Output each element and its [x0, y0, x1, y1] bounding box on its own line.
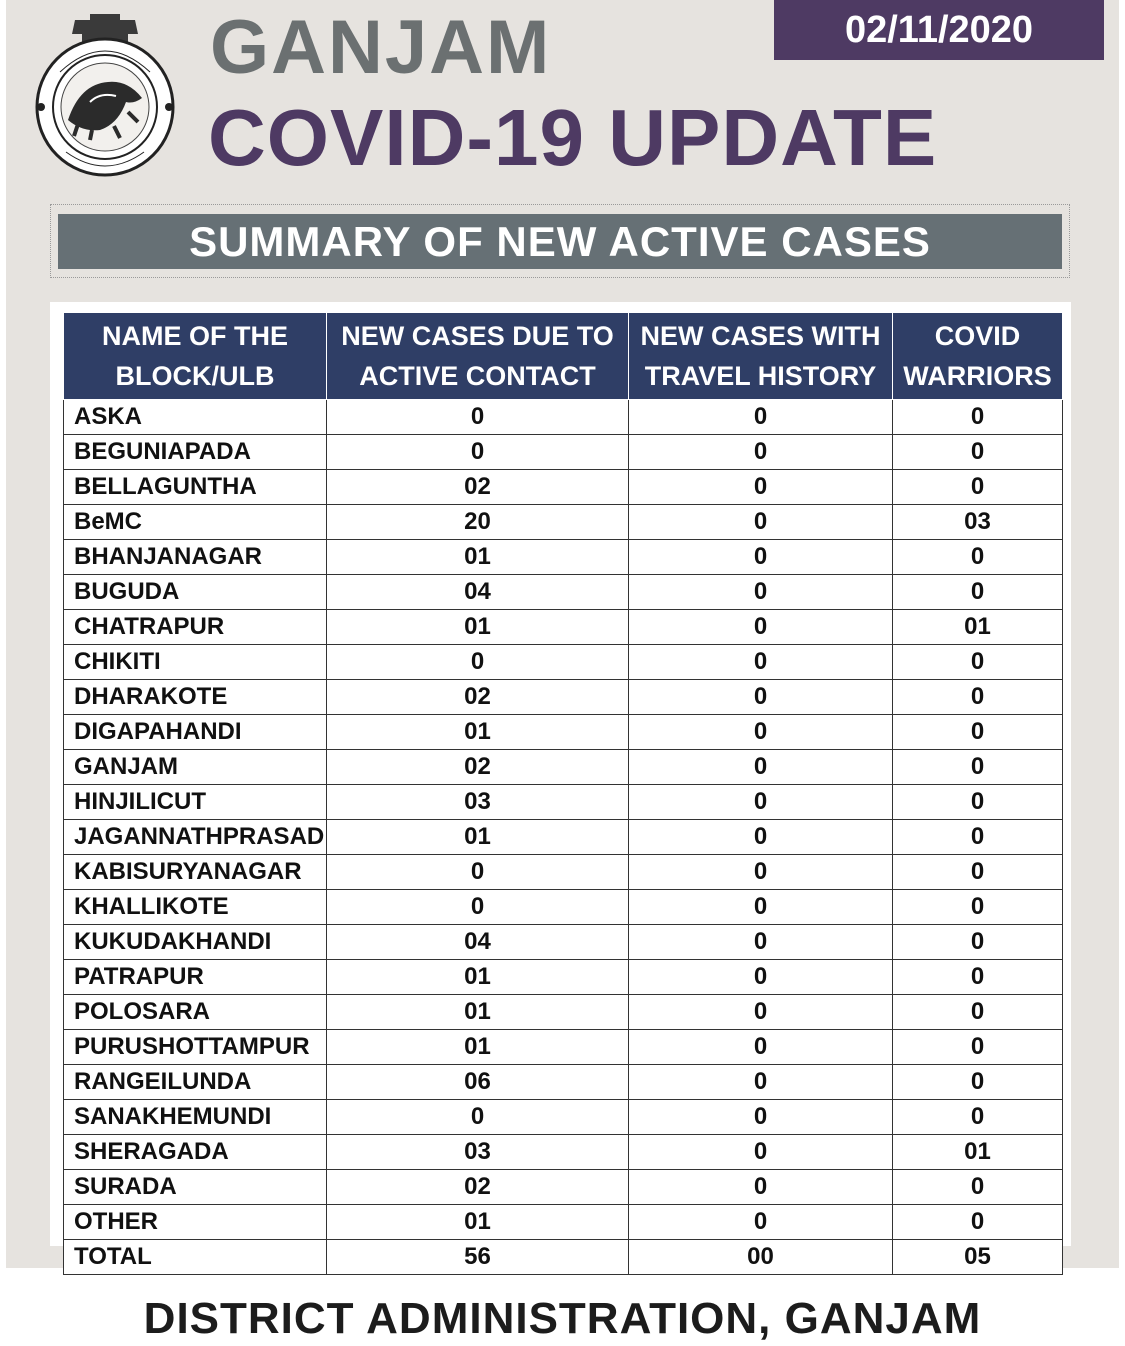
cell-covid-warriors: 01	[893, 1135, 1063, 1170]
cell-covid-warriors: 0	[893, 1030, 1063, 1065]
cell-active-contact: 06	[327, 1065, 629, 1100]
cell-block-name: RANGEILUNDA	[64, 1065, 327, 1100]
cell-active-contact: 01	[327, 995, 629, 1030]
cell-active-contact: 0	[327, 890, 629, 925]
cell-travel-history: 0	[629, 645, 893, 680]
cell-active-contact: 01	[327, 540, 629, 575]
cell-covid-warriors: 0	[893, 645, 1063, 680]
cell-active-contact: 20	[327, 505, 629, 540]
cell-covid-warriors: 0	[893, 820, 1063, 855]
table-row	[64, 925, 1063, 960]
total-row	[64, 1240, 1063, 1275]
cell-active-contact: 02	[327, 470, 629, 505]
cell-travel-history: 0	[629, 1100, 893, 1135]
total-active-contact: 56	[327, 1240, 629, 1275]
cell-active-contact: 0	[327, 400, 629, 435]
cell-block-name: JAGANNATHPRASAD	[64, 820, 327, 855]
cell-travel-history: 0	[629, 610, 893, 645]
cell-travel-history: 0	[629, 890, 893, 925]
cell-travel-history: 0	[629, 785, 893, 820]
cell-covid-warriors: 0	[893, 575, 1063, 610]
cell-active-contact: 03	[327, 1135, 629, 1170]
cell-block-name: PURUSHOTTAMPUR	[64, 1030, 327, 1065]
cell-travel-history: 0	[629, 400, 893, 435]
table-row	[64, 785, 1063, 820]
cell-block-name: KUKUDAKHANDI	[64, 925, 327, 960]
cell-covid-warriors: 03	[893, 505, 1063, 540]
table-row	[64, 610, 1063, 645]
cell-travel-history: 0	[629, 750, 893, 785]
cell-active-contact: 04	[327, 925, 629, 960]
cell-block-name: DHARAKOTE	[64, 680, 327, 715]
cell-travel-history: 0	[629, 470, 893, 505]
cell-covid-warriors: 0	[893, 750, 1063, 785]
cell-active-contact: 0	[327, 645, 629, 680]
cell-active-contact: 02	[327, 750, 629, 785]
cell-block-name: BHANJANAGAR	[64, 540, 327, 575]
cell-covid-warriors: 0	[893, 470, 1063, 505]
table-row	[64, 750, 1063, 785]
cell-travel-history: 0	[629, 925, 893, 960]
table-body	[64, 400, 1063, 1275]
table-row	[64, 680, 1063, 715]
cell-covid-warriors: 0	[893, 785, 1063, 820]
table-row	[64, 540, 1063, 575]
table-row	[64, 995, 1063, 1030]
cell-covid-warriors: 01	[893, 610, 1063, 645]
cell-travel-history: 0	[629, 1135, 893, 1170]
cell-active-contact: 04	[327, 575, 629, 610]
cell-block-name: BeMC	[64, 505, 327, 540]
table-row	[64, 1100, 1063, 1135]
cell-travel-history: 0	[629, 435, 893, 470]
cell-block-name: DIGAPAHANDI	[64, 715, 327, 750]
cell-travel-history: 0	[629, 820, 893, 855]
cell-block-name: CHIKITI	[64, 645, 327, 680]
summary-title: SUMMARY OF NEW ACTIVE CASES	[58, 214, 1062, 269]
cell-block-name: SURADA	[64, 1170, 327, 1205]
table-row	[64, 960, 1063, 995]
cell-block-name: BELLAGUNTHA	[64, 470, 327, 505]
cell-active-contact: 02	[327, 680, 629, 715]
table-row	[64, 1135, 1063, 1170]
cell-block-name: ASKA	[64, 400, 327, 435]
cell-travel-history: 0	[629, 540, 893, 575]
table-row	[64, 645, 1063, 680]
cell-block-name: POLOSARA	[64, 995, 327, 1030]
table-row	[64, 1170, 1063, 1205]
district-title: GANJAM	[210, 5, 552, 90]
cell-active-contact: 01	[327, 1205, 629, 1240]
cell-block-name: SANAKHEMUNDI	[64, 1100, 327, 1135]
cell-covid-warriors: 0	[893, 925, 1063, 960]
cell-covid-warriors: 0	[893, 540, 1063, 575]
cell-covid-warriors: 0	[893, 1205, 1063, 1240]
cell-active-contact: 01	[327, 960, 629, 995]
col-header-active-contact: NEW CASES DUE TO ACTIVE CONTACT	[327, 313, 629, 400]
cell-block-name: SHERAGADA	[64, 1135, 327, 1170]
table-header-row	[64, 313, 1063, 400]
cell-travel-history: 0	[629, 1170, 893, 1205]
page-title: COVID-19 UPDATE	[208, 93, 938, 182]
cell-travel-history: 0	[629, 575, 893, 610]
table-row	[64, 435, 1063, 470]
cell-block-name: PATRAPUR	[64, 960, 327, 995]
cell-covid-warriors: 0	[893, 435, 1063, 470]
cell-active-contact: 0	[327, 855, 629, 890]
cell-active-contact: 0	[327, 435, 629, 470]
cell-travel-history: 0	[629, 680, 893, 715]
cell-travel-history: 0	[629, 1030, 893, 1065]
table-row	[64, 1205, 1063, 1240]
cell-travel-history: 0	[629, 1205, 893, 1240]
table-row	[64, 1030, 1063, 1065]
col-header-covid-warriors: COVID WARRIORS	[893, 313, 1063, 400]
table-row	[64, 1065, 1063, 1100]
cell-travel-history: 0	[629, 855, 893, 890]
cell-block-name: CHATRAPUR	[64, 610, 327, 645]
cell-travel-history: 0	[629, 960, 893, 995]
cell-block-name: OTHER	[64, 1205, 327, 1240]
odisha-emblem-icon	[30, 12, 180, 177]
cell-covid-warriors: 0	[893, 680, 1063, 715]
cell-active-contact: 01	[327, 1030, 629, 1065]
cell-travel-history: 0	[629, 995, 893, 1030]
cell-block-name: KHALLIKOTE	[64, 890, 327, 925]
total-label: TOTAL	[64, 1240, 327, 1275]
cell-block-name: BEGUNIAPADA	[64, 435, 327, 470]
cell-covid-warriors: 0	[893, 715, 1063, 750]
cell-covid-warriors: 0	[893, 855, 1063, 890]
table-row	[64, 820, 1063, 855]
cell-active-contact: 01	[327, 715, 629, 750]
table-row	[64, 575, 1063, 610]
total-covid-warriors: 05	[893, 1240, 1063, 1275]
table-row	[64, 715, 1063, 750]
col-header-block: NAME OF THE BLOCK/ULB	[64, 313, 327, 400]
cell-block-name: HINJILICUT	[64, 785, 327, 820]
cell-covid-warriors: 0	[893, 890, 1063, 925]
cell-active-contact: 0	[327, 1100, 629, 1135]
cell-covid-warriors: 0	[893, 995, 1063, 1030]
col-header-travel-history: NEW CASES WITH TRAVEL HISTORY	[629, 313, 893, 400]
cell-covid-warriors: 0	[893, 400, 1063, 435]
cell-covid-warriors: 0	[893, 960, 1063, 995]
cell-active-contact: 01	[327, 610, 629, 645]
table-row	[64, 505, 1063, 540]
total-travel-history: 00	[629, 1240, 893, 1275]
cell-travel-history: 0	[629, 1065, 893, 1100]
table-row	[64, 400, 1063, 435]
cell-active-contact: 02	[327, 1170, 629, 1205]
table-row	[64, 470, 1063, 505]
table-row	[64, 890, 1063, 925]
cell-covid-warriors: 0	[893, 1170, 1063, 1205]
cases-table	[63, 312, 1063, 1275]
footer-credit: DISTRICT ADMINISTRATION, GANJAM	[143, 1294, 982, 1343]
cell-covid-warriors: 0	[893, 1065, 1063, 1100]
cell-covid-warriors: 0	[893, 1100, 1063, 1135]
cell-block-name: GANJAM	[64, 750, 327, 785]
cell-block-name: KABISURYANAGAR	[64, 855, 327, 890]
cell-active-contact: 01	[327, 820, 629, 855]
cell-block-name: BUGUDA	[64, 575, 327, 610]
cell-travel-history: 0	[629, 715, 893, 750]
date-badge: 02/11/2020	[774, 0, 1104, 60]
table-row	[64, 855, 1063, 890]
cell-active-contact: 03	[327, 785, 629, 820]
cell-travel-history: 0	[629, 505, 893, 540]
